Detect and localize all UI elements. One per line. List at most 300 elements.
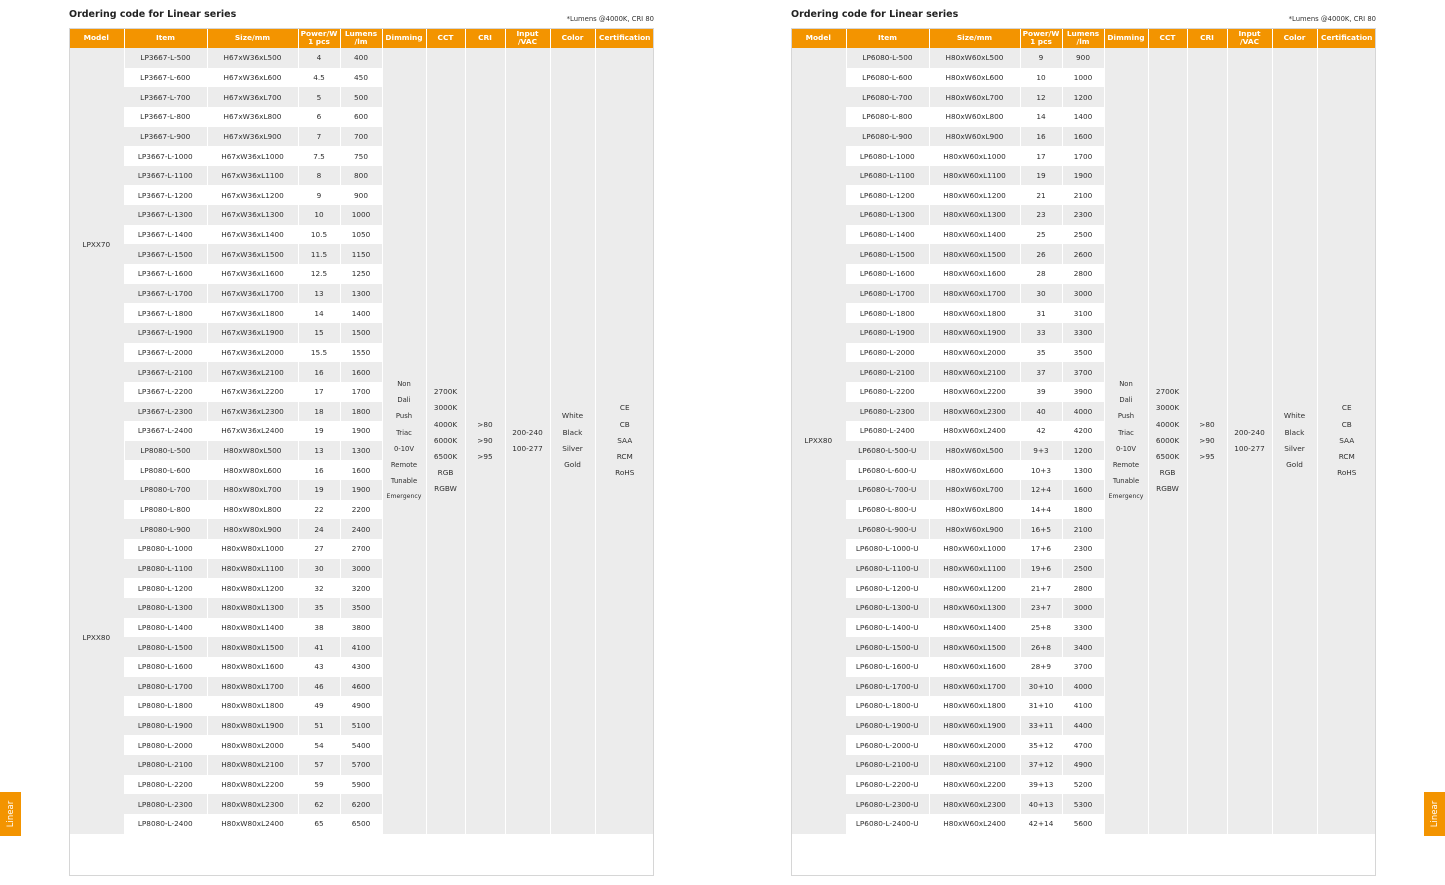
size-cell: H80xW60xL900 — [929, 127, 1020, 147]
col-header-input: Input /VAC — [1227, 28, 1272, 48]
item-cell: LP3667-L-1000 — [124, 146, 207, 166]
size-cell: H80xW80xL2000 — [207, 735, 298, 755]
lumens-note: *Lumens @4000K, CRI 80 — [1288, 15, 1376, 23]
power-cell: 9 — [1020, 48, 1062, 68]
cri-option: >80 — [1199, 419, 1215, 429]
table-row — [791, 48, 1376, 68]
power-cell: 42 — [1020, 421, 1062, 441]
dimming-option: Triac — [396, 428, 412, 437]
col-header-cct: CCT — [426, 28, 465, 48]
certification-option: CB — [619, 419, 630, 429]
item-cell: LP6080-L-1300-U — [846, 598, 929, 618]
item-cell: LP6080-L-1200-U — [846, 578, 929, 598]
item-cell: LP6080-L-1700 — [846, 284, 929, 304]
item-cell: LP6080-L-1000-U — [846, 539, 929, 559]
lumens-cell: 3100 — [1062, 303, 1104, 323]
input-option: 100-277 — [1234, 443, 1265, 453]
item-cell: LP8080-L-1200 — [124, 578, 207, 598]
col-header-power: Power/W 1 pcs — [298, 28, 340, 48]
lumens-cell: 4400 — [1062, 716, 1104, 736]
size-cell: H67xW36xL2000 — [207, 343, 298, 363]
item-cell: LP6080-L-900-U — [846, 519, 929, 539]
cct-option: 6500K — [433, 451, 458, 461]
power-cell: 19+6 — [1020, 559, 1062, 579]
item-cell: LP3667-L-2100 — [124, 362, 207, 382]
power-cell: 27 — [298, 539, 340, 559]
size-cell: H80xW60xL2200 — [929, 775, 1020, 795]
dimming-option: Remote — [390, 461, 418, 470]
right-page — [791, 0, 1376, 885]
lumens-cell: 5300 — [1062, 794, 1104, 814]
color-option: White — [561, 411, 584, 421]
header-row — [791, 28, 1376, 48]
size-cell: H67xW36xL2300 — [207, 402, 298, 422]
power-cell: 17+6 — [1020, 539, 1062, 559]
power-cell: 25+8 — [1020, 618, 1062, 638]
size-cell: H80xW60xL1900 — [929, 323, 1020, 343]
power-cell: 19 — [298, 421, 340, 441]
item-cell: LP8080-L-2400 — [124, 814, 207, 834]
lumens-cell: 700 — [340, 127, 382, 147]
cct-option: 6000K — [1155, 435, 1180, 445]
dimming-option: Dali — [1119, 396, 1133, 405]
power-cell: 42+14 — [1020, 814, 1062, 834]
section-tab-label: Linear — [1429, 800, 1440, 828]
size-cell: H67xW36xL2100 — [207, 362, 298, 382]
lumens-cell: 3300 — [1062, 618, 1104, 638]
power-cell: 10 — [298, 205, 340, 225]
item-cell: LP6080-L-2400 — [846, 421, 929, 441]
power-cell: 15.5 — [298, 343, 340, 363]
size-cell: H80xW60xL500 — [929, 441, 1020, 461]
power-cell: 16+5 — [1020, 519, 1062, 539]
power-cell: 43 — [298, 657, 340, 677]
size-cell: H80xW60xL1000 — [929, 146, 1020, 166]
item-cell: LP8080-L-1100 — [124, 559, 207, 579]
item-cell: LP3667-L-1300 — [124, 205, 207, 225]
power-cell: 23 — [1020, 205, 1062, 225]
power-cell: 22 — [298, 500, 340, 520]
size-cell: H80xW80xL1300 — [207, 598, 298, 618]
lumens-cell: 2500 — [1062, 225, 1104, 245]
lumens-cell: 1300 — [1062, 460, 1104, 480]
power-cell: 16 — [298, 362, 340, 382]
cct-option: 3000K — [433, 403, 458, 413]
item-cell: LP6080-L-1100-U — [846, 559, 929, 579]
lumens-cell: 1700 — [340, 382, 382, 402]
power-cell: 54 — [298, 735, 340, 755]
item-cell: LP6080-L-1200 — [846, 185, 929, 205]
col-header-input: Input /VAC — [505, 28, 550, 48]
lumens-cell: 1600 — [1062, 480, 1104, 500]
input-option: 200-240 — [512, 427, 543, 437]
dimming-option: Tunable — [390, 477, 418, 486]
power-cell: 33+11 — [1020, 716, 1062, 736]
size-cell: H80xW60xL2100 — [929, 755, 1020, 775]
size-cell: H80xW80xL1200 — [207, 578, 298, 598]
item-cell: LP6080-L-800 — [846, 107, 929, 127]
power-cell: 40+13 — [1020, 794, 1062, 814]
item-cell: LP8080-L-1900 — [124, 716, 207, 736]
size-cell: H67xW36xL1500 — [207, 244, 298, 264]
size-cell: H80xW80xL900 — [207, 519, 298, 539]
size-cell: H67xW36xL1600 — [207, 264, 298, 284]
item-cell: LP3667-L-600 — [124, 68, 207, 88]
dimming-option: Emergency — [386, 493, 422, 501]
power-cell: 25 — [1020, 225, 1062, 245]
input-option: 200-240 — [1234, 427, 1265, 437]
dimming-option: Push — [1117, 412, 1135, 421]
input-option: 100-277 — [512, 443, 543, 453]
size-cell: H80xW60xL1300 — [929, 598, 1020, 618]
cct-option: 4000K — [1155, 419, 1180, 429]
lumens-cell: 1400 — [340, 303, 382, 323]
power-cell: 4.5 — [298, 68, 340, 88]
item-cell: LP8080-L-1300 — [124, 598, 207, 618]
input-options — [1227, 48, 1272, 834]
lumens-cell: 1550 — [340, 343, 382, 363]
item-cell: LP6080-L-2200 — [846, 382, 929, 402]
cri-option: >95 — [477, 451, 493, 461]
lumens-cell: 6200 — [340, 794, 382, 814]
power-cell: 35 — [1020, 343, 1062, 363]
size-cell: H67xW36xL1400 — [207, 225, 298, 245]
lumens-cell: 1200 — [1062, 441, 1104, 461]
lumens-cell: 1050 — [340, 225, 382, 245]
item-cell: LP8080-L-1000 — [124, 539, 207, 559]
size-cell: H80xW60xL2000 — [929, 343, 1020, 363]
item-cell: LP6080-L-2100-U — [846, 755, 929, 775]
size-cell: H80xW80xL1800 — [207, 696, 298, 716]
item-cell: LP8080-L-2100 — [124, 755, 207, 775]
certification-options — [1317, 48, 1376, 834]
col-header-power: Power/W 1 pcs — [1020, 28, 1062, 48]
item-cell: LP3667-L-700 — [124, 87, 207, 107]
lumens-cell: 4900 — [1062, 755, 1104, 775]
left-page — [69, 0, 654, 885]
item-cell: LP3667-L-1700 — [124, 284, 207, 304]
item-cell: LP3667-L-1600 — [124, 264, 207, 284]
size-cell: H67xW36xL1100 — [207, 166, 298, 186]
size-cell: H80xW80xL1400 — [207, 618, 298, 638]
cct-option: RGB — [437, 468, 454, 478]
size-cell: H80xW60xL1200 — [929, 578, 1020, 598]
size-cell: H67xW36xL800 — [207, 107, 298, 127]
color-option: Gold — [1286, 460, 1303, 470]
size-cell: H80xW60xL2300 — [929, 794, 1020, 814]
size-cell: H80xW60xL2300 — [929, 402, 1020, 422]
power-cell: 26+8 — [1020, 637, 1062, 657]
item-cell: LP8080-L-2300 — [124, 794, 207, 814]
power-cell: 19 — [1020, 166, 1062, 186]
power-cell: 31+10 — [1020, 696, 1062, 716]
table-row — [69, 48, 654, 68]
certification-option: RoHS — [615, 468, 635, 478]
power-cell: 35 — [298, 598, 340, 618]
cct-option: 4000K — [433, 419, 458, 429]
item-cell: LP6080-L-700-U — [846, 480, 929, 500]
certification-option: SAA — [617, 435, 633, 445]
item-cell: LP3667-L-1400 — [124, 225, 207, 245]
power-cell: 5 — [298, 87, 340, 107]
power-cell: 8 — [298, 166, 340, 186]
lumens-cell: 1800 — [1062, 500, 1104, 520]
size-cell: H80xW60xL1900 — [929, 716, 1020, 736]
size-cell: H80xW80xL1000 — [207, 539, 298, 559]
col-header-size: Size/mm — [207, 28, 298, 48]
certification-option: RCM — [616, 451, 633, 461]
item-cell: LP3667-L-1200 — [124, 185, 207, 205]
cri-options — [1187, 48, 1227, 834]
size-cell: H80xW60xL1300 — [929, 205, 1020, 225]
cri-option: >90 — [477, 435, 493, 445]
size-cell: H80xW60xL1700 — [929, 284, 1020, 304]
size-cell: H80xW60xL1400 — [929, 225, 1020, 245]
item-cell: LP8080-L-500 — [124, 441, 207, 461]
lumens-cell: 3800 — [340, 618, 382, 638]
cri-option: >80 — [477, 419, 493, 429]
dimming-option: Dali — [397, 396, 411, 405]
item-cell: LP6080-L-2100 — [846, 362, 929, 382]
color-option: Silver — [1284, 443, 1305, 453]
power-cell: 62 — [298, 794, 340, 814]
certification-option: SAA — [1339, 435, 1355, 445]
power-cell: 23+7 — [1020, 598, 1062, 618]
col-header-item: Item — [124, 28, 207, 48]
lumens-cell: 4000 — [1062, 402, 1104, 422]
lumens-cell: 1600 — [1062, 127, 1104, 147]
cct-option: RGB — [1159, 468, 1176, 478]
power-cell: 21 — [1020, 185, 1062, 205]
col-header-lumens: Lumens /lm — [340, 28, 382, 48]
certification-option: CB — [1341, 419, 1352, 429]
certification-option: CE — [1341, 403, 1352, 413]
power-cell: 12 — [1020, 87, 1062, 107]
power-cell: 14 — [298, 303, 340, 323]
power-cell: 51 — [298, 716, 340, 736]
col-header-lumens: Lumens /lm — [1062, 28, 1104, 48]
lumens-cell: 1700 — [1062, 146, 1104, 166]
item-cell: LP6080-L-900 — [846, 127, 929, 147]
item-cell: LP6080-L-800-U — [846, 500, 929, 520]
power-cell: 4 — [298, 48, 340, 68]
power-cell: 13 — [298, 284, 340, 304]
dimming-option: Tunable — [1112, 477, 1140, 486]
item-cell: LP8080-L-800 — [124, 500, 207, 520]
col-header-dimming: Dimming — [382, 28, 426, 48]
item-cell: LP6080-L-2000 — [846, 343, 929, 363]
lumens-cell: 1400 — [1062, 107, 1104, 127]
power-cell: 30 — [1020, 284, 1062, 304]
item-cell: LP3667-L-1500 — [124, 244, 207, 264]
item-cell: LP6080-L-1800-U — [846, 696, 929, 716]
lumens-note: *Lumens @4000K, CRI 80 — [566, 15, 654, 23]
lumens-cell: 2100 — [1062, 519, 1104, 539]
size-cell: H80xW60xL1500 — [929, 244, 1020, 264]
power-cell: 30+10 — [1020, 677, 1062, 697]
lumens-cell: 2400 — [340, 519, 382, 539]
size-cell: H80xW60xL600 — [929, 68, 1020, 88]
lumens-cell: 800 — [340, 166, 382, 186]
lumens-cell: 5900 — [340, 775, 382, 795]
lumens-cell: 4100 — [1062, 696, 1104, 716]
item-cell: LP3667-L-500 — [124, 48, 207, 68]
item-cell: LP6080-L-1900 — [846, 323, 929, 343]
lumens-cell: 3500 — [1062, 343, 1104, 363]
power-cell: 16 — [1020, 127, 1062, 147]
size-cell: H80xW60xL1100 — [929, 166, 1020, 186]
lumens-cell: 2300 — [1062, 205, 1104, 225]
col-header-cri: CRI — [465, 28, 505, 48]
lumens-cell: 5700 — [340, 755, 382, 775]
lumens-cell: 1900 — [340, 480, 382, 500]
certification-option: RoHS — [1337, 468, 1357, 478]
size-cell: H80xW80xL1500 — [207, 637, 298, 657]
lumens-cell: 6500 — [340, 814, 382, 834]
power-cell: 14+4 — [1020, 500, 1062, 520]
power-cell: 18 — [298, 402, 340, 422]
size-cell: H67xW36xL600 — [207, 68, 298, 88]
color-option: Black — [562, 427, 583, 437]
ordering-table — [69, 28, 654, 834]
cct-option: 2700K — [433, 387, 458, 397]
size-cell: H80xW80xL1900 — [207, 716, 298, 736]
lumens-cell: 900 — [340, 185, 382, 205]
power-cell: 15 — [298, 323, 340, 343]
power-cell: 28 — [1020, 264, 1062, 284]
item-cell: LP6080-L-500 — [846, 48, 929, 68]
size-cell: H67xW36xL1300 — [207, 205, 298, 225]
power-cell: 7.5 — [298, 146, 340, 166]
size-cell: H67xW36xL500 — [207, 48, 298, 68]
lumens-cell: 2300 — [1062, 539, 1104, 559]
item-cell: LP8080-L-1500 — [124, 637, 207, 657]
item-cell: LP8080-L-700 — [124, 480, 207, 500]
item-cell: LP6080-L-1400 — [846, 225, 929, 245]
power-cell: 9+3 — [1020, 441, 1062, 461]
power-cell: 38 — [298, 618, 340, 638]
col-header-dimming: Dimming — [1104, 28, 1148, 48]
size-cell: H80xW60xL2400 — [929, 421, 1020, 441]
lumens-cell: 5600 — [1062, 814, 1104, 834]
certification-option: CE — [619, 403, 630, 413]
lumens-cell: 5200 — [1062, 775, 1104, 795]
item-cell: LP6080-L-1400-U — [846, 618, 929, 638]
item-cell: LP3667-L-2200 — [124, 382, 207, 402]
lumens-cell: 2200 — [340, 500, 382, 520]
dimming-option: Remote — [1112, 461, 1140, 470]
section-tab-left[interactable] — [0, 792, 21, 836]
size-cell: H80xW80xL2300 — [207, 794, 298, 814]
lumens-cell: 2100 — [1062, 185, 1104, 205]
power-cell: 21+7 — [1020, 578, 1062, 598]
model-cell: LPXX80 — [791, 48, 846, 834]
size-cell: H80xW60xL800 — [929, 107, 1020, 127]
power-cell: 24 — [298, 519, 340, 539]
size-cell: H67xW36xL1700 — [207, 284, 298, 304]
col-header-color: Color — [550, 28, 595, 48]
lumens-cell: 1150 — [340, 244, 382, 264]
item-cell: LP3667-L-1800 — [124, 303, 207, 323]
size-cell: H80xW60xL2400 — [929, 814, 1020, 834]
lumens-cell: 5100 — [340, 716, 382, 736]
power-cell: 9 — [298, 185, 340, 205]
power-cell: 37+12 — [1020, 755, 1062, 775]
color-options — [550, 48, 595, 834]
size-cell: H67xW36xL1000 — [207, 146, 298, 166]
size-cell: H80xW60xL2100 — [929, 362, 1020, 382]
lumens-cell: 1000 — [1062, 68, 1104, 88]
dimming-option: Push — [395, 412, 413, 421]
item-cell: LP3667-L-1100 — [124, 166, 207, 186]
dimming-option: Non — [397, 380, 411, 388]
size-cell: H80xW60xL800 — [929, 500, 1020, 520]
item-cell: LP8080-L-1800 — [124, 696, 207, 716]
item-cell: LP3667-L-800 — [124, 107, 207, 127]
size-cell: H80xW60xL1200 — [929, 185, 1020, 205]
lumens-cell: 4600 — [340, 677, 382, 697]
item-cell: LP3667-L-2300 — [124, 402, 207, 422]
lumens-cell: 1500 — [340, 323, 382, 343]
lumens-cell: 1200 — [1062, 87, 1104, 107]
item-cell: LP8080-L-1700 — [124, 677, 207, 697]
size-cell: H67xW36xL1800 — [207, 303, 298, 323]
cct-option: RGBW — [434, 484, 457, 494]
size-cell: H80xW60xL2000 — [929, 735, 1020, 755]
lumens-cell: 750 — [340, 146, 382, 166]
power-cell: 13 — [298, 441, 340, 461]
section-tab-right[interactable] — [1424, 792, 1445, 836]
dimming-options — [1104, 48, 1148, 834]
size-cell: H80xW60xL1800 — [929, 303, 1020, 323]
power-cell: 37 — [1020, 362, 1062, 382]
cct-option: 3000K — [1155, 403, 1180, 413]
size-cell: H67xW36xL1900 — [207, 323, 298, 343]
size-cell: H67xW36xL2400 — [207, 421, 298, 441]
power-cell: 33 — [1020, 323, 1062, 343]
col-header-color: Color — [1272, 28, 1317, 48]
lumens-cell: 1300 — [340, 441, 382, 461]
item-cell: LP6080-L-1600 — [846, 264, 929, 284]
power-cell: 57 — [298, 755, 340, 775]
item-cell: LP6080-L-700 — [846, 87, 929, 107]
size-cell: H80xW60xL500 — [929, 48, 1020, 68]
item-cell: LP8080-L-600 — [124, 460, 207, 480]
item-cell: LP3667-L-900 — [124, 127, 207, 147]
item-cell: LP3667-L-2000 — [124, 343, 207, 363]
lumens-cell: 4900 — [340, 696, 382, 716]
lumens-cell: 3700 — [1062, 657, 1104, 677]
power-cell: 14 — [1020, 107, 1062, 127]
lumens-cell: 3200 — [340, 578, 382, 598]
power-cell: 26 — [1020, 244, 1062, 264]
item-cell: LP8080-L-900 — [124, 519, 207, 539]
power-cell: 28+9 — [1020, 657, 1062, 677]
col-header-cct: CCT — [1148, 28, 1187, 48]
item-cell: LP6080-L-2400-U — [846, 814, 929, 834]
item-cell: LP6080-L-2000-U — [846, 735, 929, 755]
item-cell: LP6080-L-1500 — [846, 244, 929, 264]
size-cell: H67xW36xL2200 — [207, 382, 298, 402]
lumens-cell: 5400 — [340, 735, 382, 755]
power-cell: 17 — [298, 382, 340, 402]
power-cell: 39+13 — [1020, 775, 1062, 795]
col-header-certification: Certification — [595, 28, 654, 48]
item-cell: LP6080-L-600 — [846, 68, 929, 88]
lumens-cell: 2800 — [1062, 264, 1104, 284]
certification-options — [595, 48, 654, 834]
size-cell: H80xW80xL1600 — [207, 657, 298, 677]
